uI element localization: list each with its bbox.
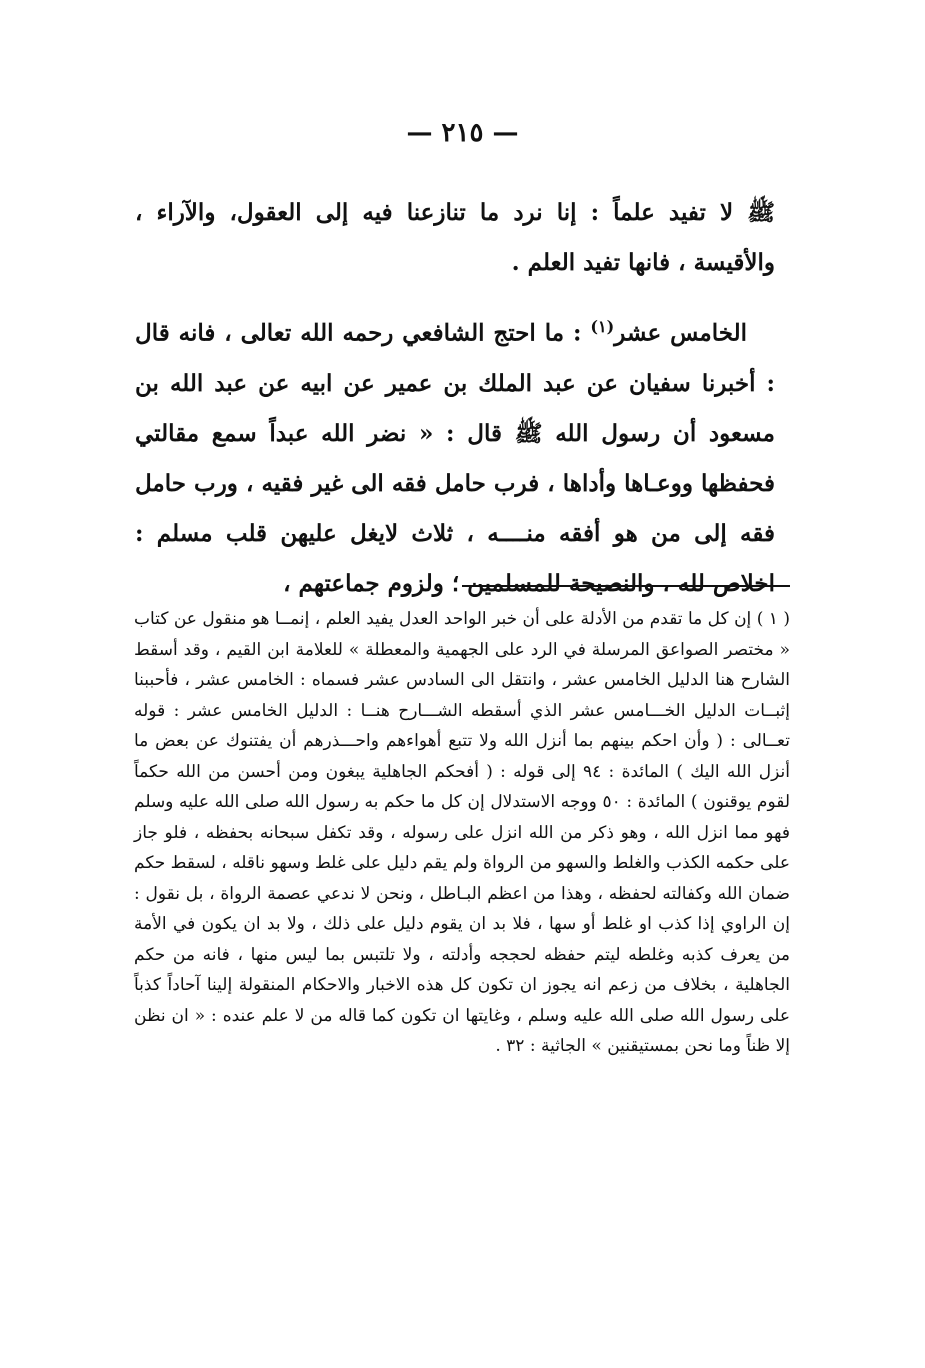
footnote-reference-mark: (١) xyxy=(590,317,615,336)
footnote-divider xyxy=(462,585,790,587)
page-number: — ٢١٥ — xyxy=(406,118,519,148)
footnote-1-text: ( ١ ) إن كل ما تقدم من الأدلة على أن خبر الواحد العدل يفيد العلم ، إنمــا هو منقول عن كتاب « مختصر الصواعق المرسلة في الرد على الجهمية والمعطلة » للعلامة ابن القيم ، وقد أسقط الشارح هنا الدليل الخامس عشر ، وانتقل الى السادس عشر فسماه : الخامس عشر ، فأحببنا إثبــات الدليل الخـــامس عشر الذي أسقطه الشـــارح هنــا : الدليل الخامس عشر : قوله تعــالى : ( وأن احكم بينهم بما أنزل الله ولا تتبع أهواءهم واحـــذرهم أن يفتنوك عن بعض ما أنزل الله اليك ) المائدة : ٩٤ إلى قوله : ( أفحكم الجاهلية يبغون ومن أحسن من الله حكماً لقوم يوقنون ) المائدة : ٥٠ ووجه الاستدلال إن كل ما حكم به رسول الله صلى الله عليه وسلم فهو مما انزل الله ، وهو ذكر من الله انزل على رسوله ، وقد تكفل سبحانه بحفظه ، فلو جاز على حكمه الكذب والغلط والسهو من الرواة ولم يقم دليل على غلط وسهو ناقله ، لسقط حكم ضمان الله وكفالته لحفظه ، وهذا من اعظم البـاطل ، ونحن لا ندعي عصمة الرواة ، بل نقول : إن الراوي إذا كذب او غلط أو سها ، فلا بد ان يقوم دليل على ذلك ، ولا بد ان يكون في الأمة من يعرف كذبه وغلطه ليتم حفظه لحججه وأدلته ، ولا تلتبس بما ليس منها ، فانه من حكم الجاهلية ، بخلاف من زعم انه يجوز ان تكون كل هذه الاخبار والاحكام المنقولة إلينا آحاداً كذباً على رسول الله صلى الله عليه وسلم ، وغايتها ان تكون كما قاله من لا علم عنده : « ان نظن إلا ظناً وما نحن بمستيقنين » الجاثية : ٣٢ . xyxy=(134,609,791,1056)
body-paragraph-1: ﷺ لا تفيد علماً : إنا نرد ما تنازعنا فيه إلى العقول، والآراء ، والأقيسة ، فانها تفيد العلم . xyxy=(135,199,775,276)
body-paragraph-2-text: : ما احتج الشافعي رحمه الله تعالى ، فانه قال : أخبرنا سفيان عن عبد الملك بن عمير عن ابيه عن عبد الله بن مسعود أن رسول الله ﷺ قال : « نضر الله عبداً سمع مقالتي فحفظها ووعـاها وأداها ، فرب حامل فقه الى غير فقيه ، ورب حامل فقه إلى من هو أفقه منــــه ، ثلاث لايغل عليهن قلب مسلم : اخلاص لله ، والنصيحة للمسلمين ؛ ولزوم جماعتهم ، xyxy=(135,319,775,597)
footnote-block xyxy=(134,604,790,1062)
body-paragraph-2 xyxy=(135,302,775,609)
main-body-text xyxy=(135,188,775,609)
section-heading-fifteenth: الخامس عشر xyxy=(614,319,747,347)
